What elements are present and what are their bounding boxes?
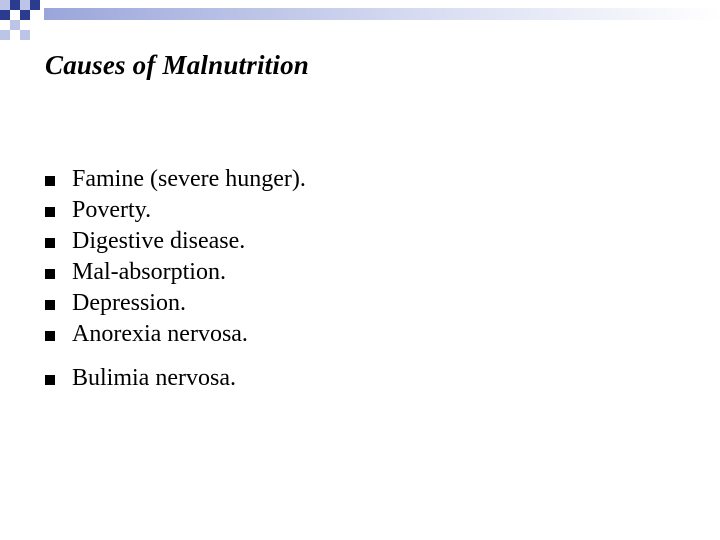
- square-bullet-icon: [45, 331, 55, 341]
- slide-title: Causes of Malnutrition: [45, 50, 309, 80]
- decor-band: [44, 8, 720, 20]
- list-item-text: Mal-absorption.: [72, 259, 226, 285]
- square-bullet-icon: [45, 207, 55, 217]
- square-bullet-icon: [45, 375, 55, 385]
- list-item-text: Anorexia nervosa.: [72, 321, 248, 347]
- decor-square: [20, 30, 30, 40]
- square-bullet-icon: [45, 176, 55, 186]
- list-item-text: Depression.: [72, 290, 186, 316]
- list-item-text: Digestive disease.: [72, 228, 246, 254]
- list-item-text: Poverty.: [72, 197, 152, 223]
- list-item-text: Famine (severe hunger).: [72, 166, 306, 192]
- decor-square: [10, 20, 20, 30]
- square-bullet-icon: [45, 269, 55, 279]
- slide-header-decoration: [0, 0, 720, 40]
- square-bullet-icon: [45, 300, 55, 310]
- list-item-text: Bulimia nervosa.: [72, 365, 236, 391]
- decor-square: [20, 10, 30, 20]
- decor-square: [0, 30, 10, 40]
- square-bullet-icon: [45, 238, 55, 248]
- decor-square: [20, 0, 30, 10]
- decor-square: [0, 10, 10, 20]
- decor-square: [0, 0, 10, 10]
- decor-square: [10, 0, 20, 10]
- decor-square: [30, 0, 40, 10]
